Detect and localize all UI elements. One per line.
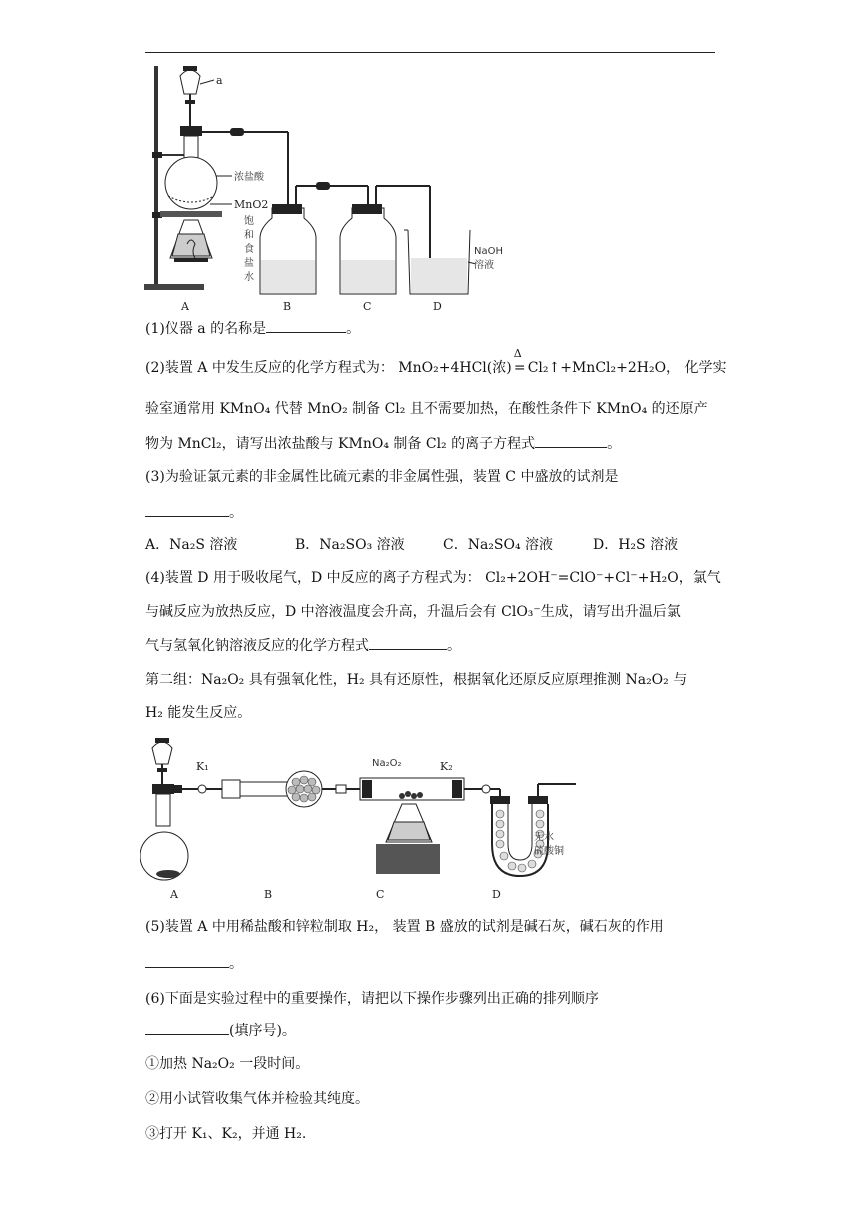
q6-line-2: [145, 1020, 725, 1042]
q5-line-2: [145, 953, 725, 975]
q6-answer-blank[interactable]: [145, 1020, 229, 1035]
letter-d-2: D: [492, 888, 501, 901]
figure-na2o2-apparatus: [140, 734, 580, 906]
q6-line2-tail: (填序号)。: [229, 1023, 296, 1039]
label-a: a: [216, 74, 223, 87]
letter-b-2: B: [264, 888, 273, 901]
q3-option-c[interactable]: C．Na₂SO₄ 溶液: [443, 537, 554, 553]
q5-line-1: (5)装置 A 中用稀盐酸和锌粒制取 H₂， 装置 B 盛放的试剂是碱石灰，碱石灰的作用: [145, 919, 664, 935]
q5-answer-blank[interactable]: [145, 953, 229, 968]
q2-answer-blank[interactable]: [535, 433, 607, 448]
label-cuso4-2: 硫酸铜: [534, 846, 564, 857]
q2-eq-left: MnO₂+4HCl(浓): [398, 360, 512, 376]
label-k1: K₁: [196, 760, 209, 773]
label-naoh-2: 溶液: [474, 260, 494, 271]
q6-line-1: (6)下面是实验过程中的重要操作，请把以下操作步骤列出正确的排列顺序: [145, 991, 599, 1007]
q2-eq-arrow: Δ =: [512, 357, 528, 379]
q2-line-1: [145, 347, 727, 379]
q3-line-1: (3)为验证氯元素的非金属性比硫元素的非金属性强，装置 C 中盛放的试剂是: [145, 469, 619, 485]
letter-c: C: [363, 300, 372, 313]
q4-line3-tail: 。: [447, 638, 461, 654]
q2-line-2: 验室通常用 KMnO₄ 代替 MnO₂ 制备 Cl₂ 且不需要加热，在酸性条件下 KMnO₄ 的还原产: [145, 401, 708, 417]
group2-line-1: 第二组：Na₂O₂ 具有强氧化性，H₂ 具有还原性，根据氧化还原反应原理推测 Na₂O₂ 与: [145, 672, 688, 688]
letter-a-2: A: [170, 888, 178, 901]
letter-a: A: [181, 300, 189, 313]
q6-step-1: ①加热 Na₂O₂ 一段时间。: [145, 1056, 310, 1072]
apparatus-diagram-2: [140, 734, 580, 906]
label-brine-4: 盐: [244, 258, 254, 269]
q2-line3-pre: 物为 MnCl₂，请写出浓盐酸与 KMnO₄ 制备 Cl₂ 的离子方程式: [145, 436, 536, 452]
q2-line3-tail: 。: [607, 436, 622, 452]
q6-step-3: ③打开 K₁、K₂，并通 H₂.: [145, 1126, 307, 1142]
q2-eq-right: Cl₂↑+MnCl₂+2H₂O，: [527, 360, 681, 376]
q4-line3-pre: 气与氢氧化钠溶液反应的化学方程式: [145, 638, 369, 654]
label-brine-3: 食: [244, 244, 254, 255]
q3-option-b[interactable]: B．Na₂SO₃ 溶液: [295, 537, 405, 553]
q3-option-d[interactable]: D．H₂S 溶液: [593, 537, 679, 553]
q4-line-3: [145, 635, 725, 657]
label-conc-hcl: 浓盐酸: [234, 172, 264, 183]
q1-answer-blank[interactable]: [266, 318, 346, 333]
letter-c-2: C: [376, 888, 385, 901]
q3-line-2: [145, 502, 725, 524]
q5-line2-tail: 。: [229, 956, 243, 972]
header-rule: [145, 52, 715, 53]
q3-answer-blank[interactable]: [145, 502, 229, 517]
label-k2: K₂: [440, 760, 453, 773]
group2-line-2: H₂ 能发生反应。: [145, 705, 252, 721]
q2-line1-post: 化学实: [684, 360, 727, 376]
label-brine-5: 水: [244, 272, 254, 283]
q2-eq-condition: Δ: [513, 347, 522, 360]
q1-tail: 。: [346, 321, 361, 337]
label-brine-1: 饱: [244, 216, 254, 227]
q2-line-3: [145, 433, 725, 455]
label-na2o2: Na₂O₂: [372, 758, 402, 769]
q4-line-1: (4)装置 D 用于吸收尾气，D 中反应的离子方程式为： Cl₂+2OH⁻=ClO⁻+Cl⁻+H₂O，氯气: [145, 570, 721, 586]
letter-b: B: [283, 300, 292, 313]
figure-chlorine-apparatus: [140, 58, 540, 314]
q4-answer-blank[interactable]: [369, 635, 447, 650]
apparatus-diagram-1: [140, 58, 540, 314]
q1-line: [145, 318, 725, 340]
letter-d: D: [433, 300, 442, 313]
label-brine-2: 和: [244, 230, 254, 241]
q3-options: [145, 534, 725, 556]
label-mno2: MnO2: [234, 198, 269, 211]
q3-line2-tail: 。: [229, 505, 243, 521]
q2-line1-pre: (2)装置 A 中发生反应的化学方程式为：: [145, 360, 394, 376]
q6-step-2: ②用小试管收集气体并检验其纯度。: [145, 1091, 369, 1107]
q4-line-2: 与碱反应为放热反应，D 中溶液温度会升高，升温后会有 ClO₃⁻生成，请写出升温后氯: [145, 604, 681, 620]
label-naoh-1: NaOH: [474, 246, 503, 257]
q1-text: (1)仪器 a 的名称是: [145, 321, 267, 337]
label-cuso4-1: 无水: [534, 832, 554, 843]
q3-option-a[interactable]: A．Na₂S 溶液: [145, 537, 238, 553]
